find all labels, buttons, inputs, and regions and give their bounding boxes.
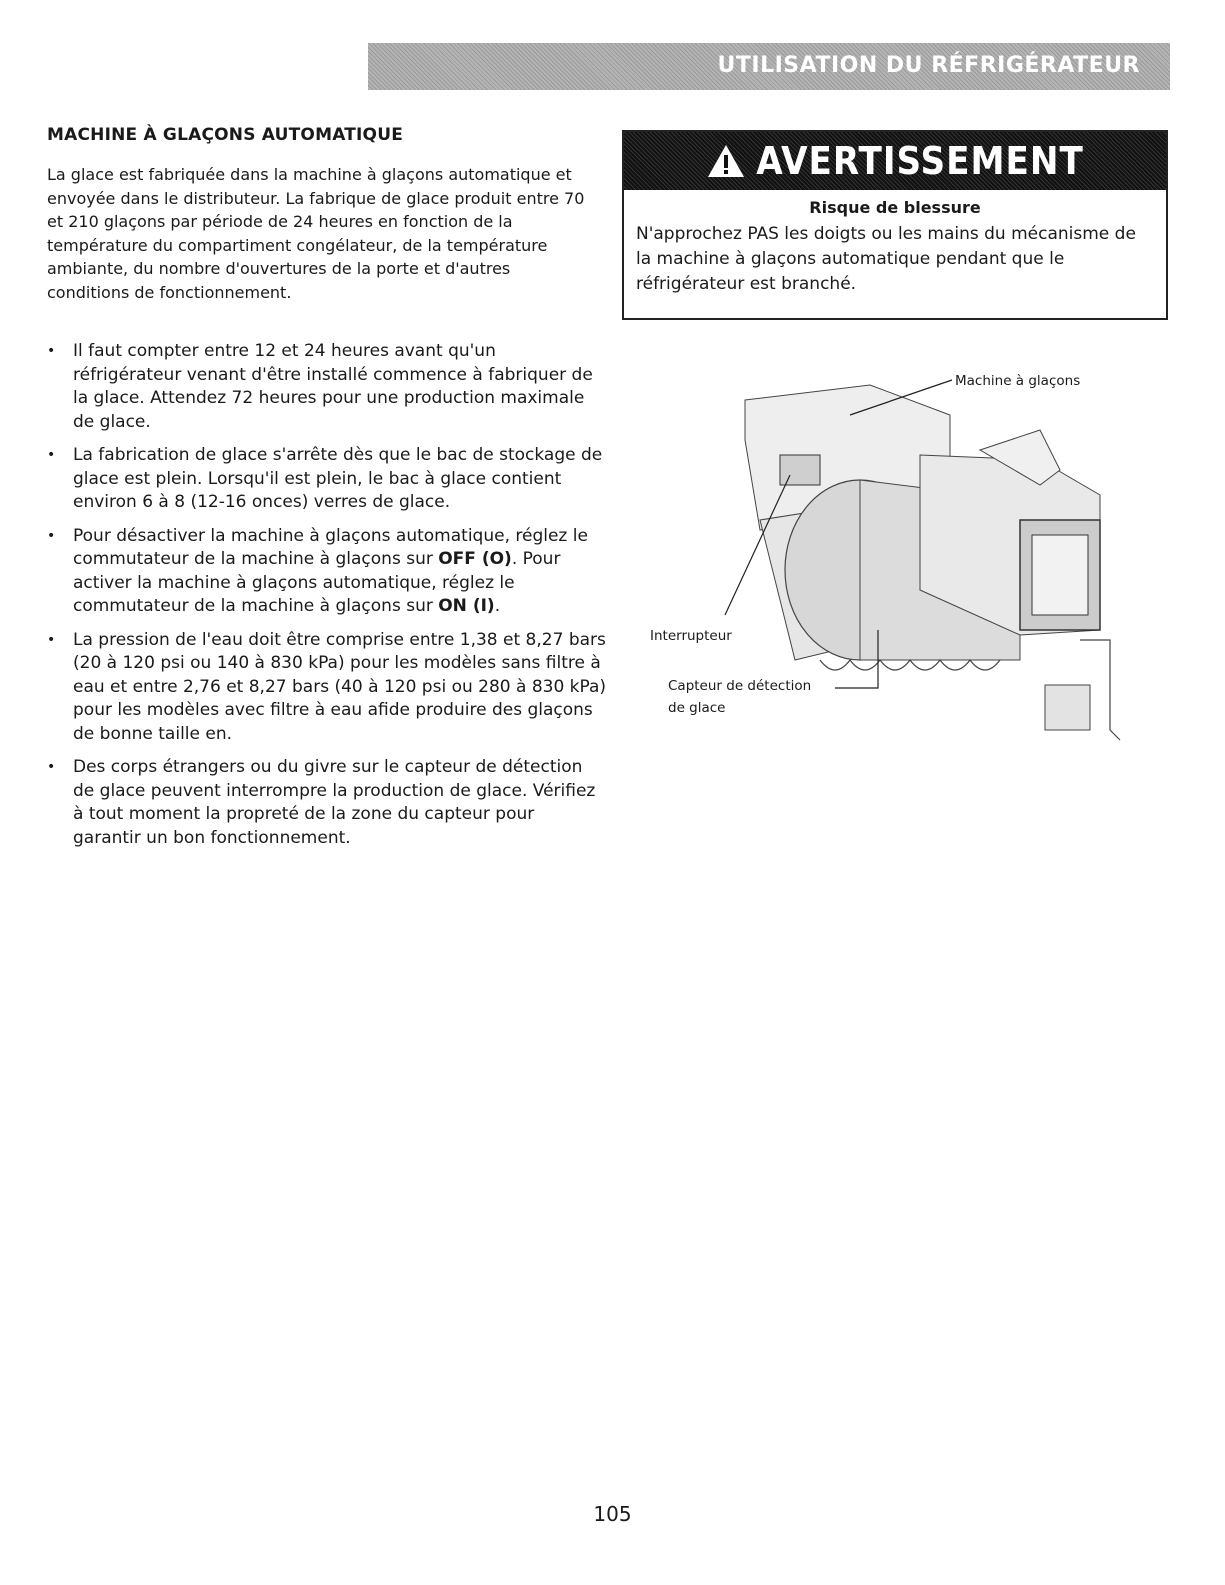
bullet-bold-on: ON (I) [438,596,495,616]
label-sensor: Capteur de détection [668,678,812,694]
bullet-item: • Il faut compter entre 12 et 24 heures avant qu'un réfrigérateur venant d'être installé commence à fabriquer de la glace. Attendez 72 heures pour une production maximale de glace. [47,340,607,434]
warning-box [622,130,1168,320]
warning-risk: Risque de blessure [809,198,981,217]
section-title: MACHINE À GLAÇONS AUTOMATIQUE [47,125,404,145]
header-title: UTILISATION DU RÉFRIGÉRATEUR [717,53,1140,78]
bullet-item: • La fabrication de glace s'arrête dès que le bac de stockage de glace est plein. Lorsqu'il est plein, le bac à glace contient environ 6 à 8 (12-16 onces) verres de glace. [47,444,607,515]
warning-text: N'approchez PAS les doigts ou les mains du mécanisme de la machine à glaçons automatique pendant que le réfrigérateur est branché. [636,224,1136,294]
warning-header [624,132,1166,190]
bullet-text: . Pour activer la machine à glaçons automatique, réglez le commutateur de la machine à glaçons sur [73,549,561,616]
bullet-text: . [494,596,501,616]
label-switch: Interrupteur [650,628,732,644]
bullet-bold-off: OFF (O) [438,549,512,569]
bullet-item: • Des corps étrangers ou du givre sur le capteur de détection de glace peuvent interrompre la production de glace. Vérifiez à tout moment la propreté de la zone du capteur pour garantir un bon fonctionnement. [47,756,607,850]
page-number: 105 [593,1502,632,1526]
header-bar [368,43,1170,90]
warning-title: AVERTISSEMENT [756,139,1084,183]
label-sensor-line2: de glace [668,700,726,716]
bullet-item [47,525,607,619]
bullet-item: • La pression de l'eau doit être comprise entre 1,38 et 8,27 bars (20 à 120 psi ou 140 à 830 kPa) pour les modèles sans filtre à eau et entre 2,76 et 8,27 bars (40 à 120 psi ou 280 à 830 kPa) pour les modèles avec filtre à eau afide produire des glaçons de bonne taille en. [47,629,607,747]
bullet-list [47,340,607,860]
warning-triangle-icon [706,143,746,179]
label-ice-maker: Machine à glaçons [955,373,1081,389]
intro-paragraph: La glace est fabriquée dans la machine à glaçons automatique et envoyée dans le distributeur. La fabrique de glace produit entre 70 et 210 glaçons par période de 24 heures en fonction de la température du compartiment congélateur, de la température ambiante, du nombre d'ouvertures de la porte et d'autres conditions de fonctionnement. [47,165,585,302]
bullet-text: Pour désactiver la machine à glaçons automatique, réglez le commutateur de la machine à glaçons sur [73,525,588,569]
